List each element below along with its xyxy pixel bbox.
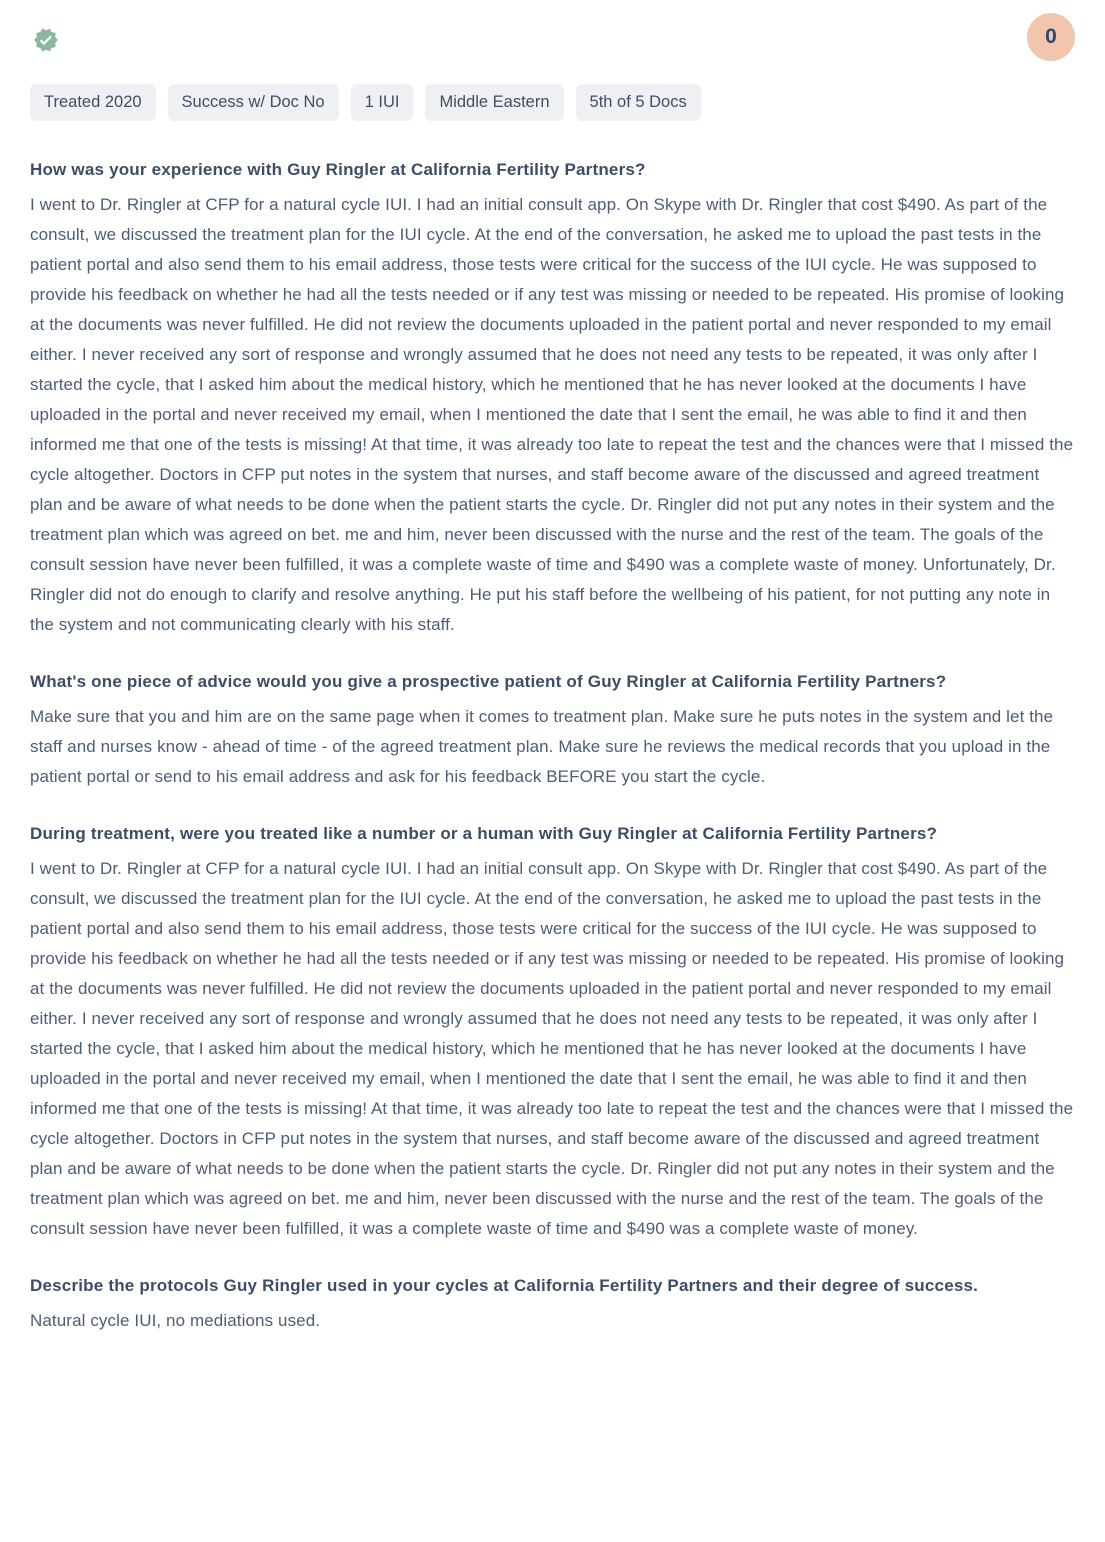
qa-section-number-or-human	[30, 819, 1075, 1244]
review-header	[0, 0, 1105, 84]
tag-list	[0, 84, 1105, 121]
tag-ethnicity: Middle Eastern	[425, 84, 563, 121]
verified-badge-icon	[33, 27, 59, 53]
qa-section-advice	[30, 667, 1075, 792]
qa-section-protocols	[30, 1271, 1075, 1336]
question-heading: Describe the protocols Guy Ringler used in your cycles at California Fertility Partners and their degree of success.	[30, 1275, 979, 1295]
tag-treated-year: Treated 2020	[30, 84, 156, 121]
answer-text: I went to Dr. Ringler at CFP for a natural cycle IUI. I had an initial consult app. On Skype with Dr. Ringler that cost $490. As part of the consult, we discussed the treatment plan for the IUI cycle. At the end of the conversation, he asked me to upload the past tests in the patient portal and also send them to his email address, those tests were critical for the success of the IUI cycle. He was supposed to provide his feedback on whether he had all the tests needed or if any test was missing or needed to be repeated. His promise of looking at the documents was never fulfilled. He did not review the documents uploaded in the patient portal and never responded to my email either. I never received any sort of response and wrongly assumed that he does not need any tests to be repeated, it was only after I started the cycle, that I asked him about the medical history, which he mentioned that he has never looked at the documents I have uploaded in the portal and never received my email, when I mentioned the date that I sent the email, he was able to find it and then informed me that one of the tests is missing! At that time, it was already too late to repeat the test and the chances were that I missed the cycle altogether. Doctors in CFP put notes in the system that nurses, and staff become aware of the discussed and agreed treatment plan and be aware of what needs to be done when the patient starts the cycle. Dr. Ringler did not put any notes in their system and the treatment plan which was agreed on bet. me and him, never been discussed with the nurse and the rest of the team. The goals of the consult session have never been fulfilled, it was a complete waste of time and $490 was a complete waste of money. Unfortunately, Dr. Ringler did not do enough to clarify and resolve anything. He put his staff before the wellbeing of his patient, for not putting any note in the system and not communicating clearly with his staff.	[30, 194, 1074, 634]
review-content	[0, 121, 1105, 1376]
qa-section-experience	[30, 155, 1075, 640]
answer-text: I went to Dr. Ringler at CFP for a natural cycle IUI. I had an initial consult app. On Skype with Dr. Ringler that cost $490. As part of the consult, we discussed the treatment plan for the IUI cycle. At the end of the conversation, he asked me to upload the past tests in the patient portal and also send them to his email address, those tests were critical for the success of the IUI cycle. He was supposed to provide his feedback on whether he had all the tests needed or if any test was missing or needed to be repeated. His promise of looking at the documents was never fulfilled. He did not review the documents uploaded in the patient portal and never responded to my email either. I never received any sort of response and wrongly assumed that he does not need any tests to be repeated, it was only after I started the cycle, that I asked him about the medical history, which he mentioned that he has never looked at the documents I have uploaded in the portal and never received my email, when I mentioned the date that I sent the email, he was able to find it and then informed me that one of the tests is missing! At that time, it was already too late to repeat the test and the chances were that I missed the cycle altogether. Doctors in CFP put notes in the system that nurses, and staff become aware of the discussed and agreed treatment plan and be aware of what needs to be done when the patient starts the cycle. Dr. Ringler did not put any notes in their system and the treatment plan which was agreed on bet. me and him, never been discussed with the nurse and the rest of the team. The goals of the consult session have never been fulfilled, it was a complete waste of time and $490 was a complete waste of money.	[30, 858, 1074, 1238]
tag-success-with-doc: Success w/ Doc No	[168, 84, 339, 121]
tag-doc-order: 5th of 5 Docs	[576, 84, 701, 121]
question-heading: How was your experience with Guy Ringler at California Fertility Partners?	[30, 159, 646, 179]
notes-count-badge[interactable]	[1027, 13, 1075, 61]
question-heading: What's one piece of advice would you give a prospective patient of Guy Ringler at California Fertility Partners?	[30, 671, 947, 691]
notes-count-value: 0	[1045, 25, 1057, 48]
answer-text: Make sure that you and him are on the same page when it comes to treatment plan. Make sure he puts notes in the system and let the staff and nurses know - ahead of time - of the agreed treatment plan. Make sure he reviews the medical records that you upload in the patient portal or send to his email address and ask for his feedback BEFORE you start the cycle.	[30, 706, 1054, 786]
tag-cycle-count: 1 IUI	[351, 84, 414, 121]
answer-text: Natural cycle IUI, no mediations used.	[30, 1310, 321, 1330]
question-heading: During treatment, were you treated like a number or a human with Guy Ringler at California Fertility Partners?	[30, 823, 938, 843]
